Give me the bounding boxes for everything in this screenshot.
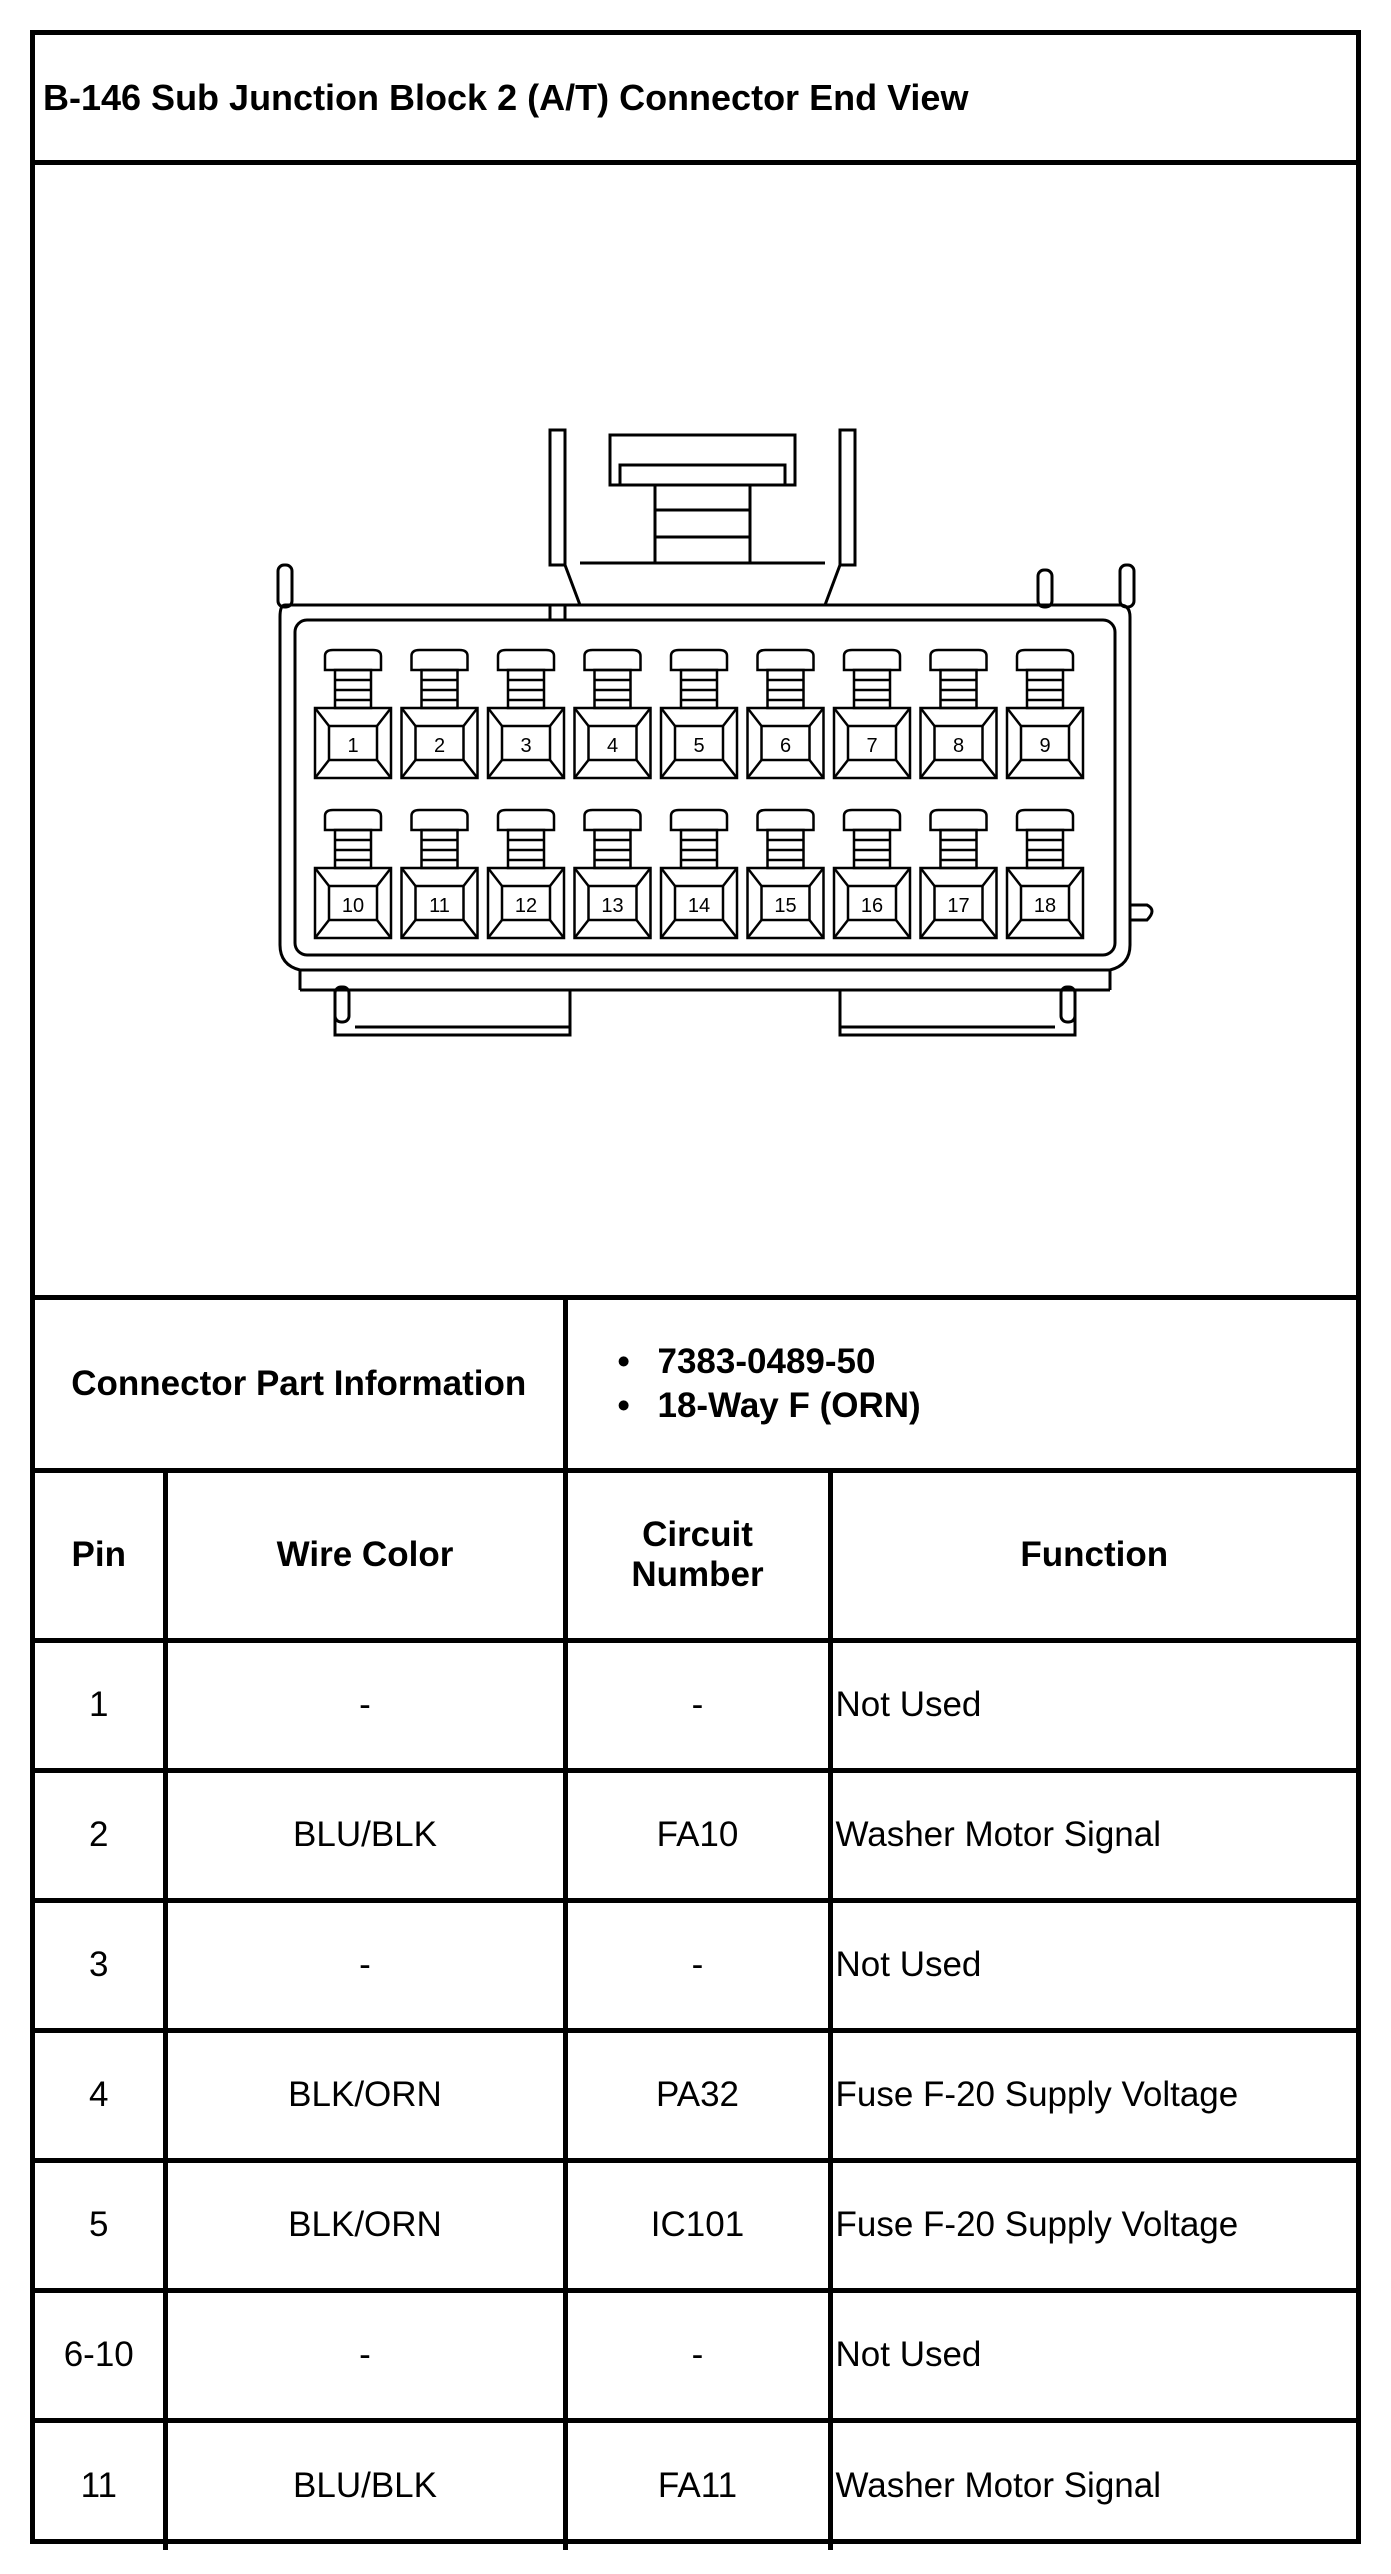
header-pin: Pin (35, 1470, 165, 1640)
wire-color-cell: BLU/BLK (165, 2420, 565, 2550)
table-header-row (35, 1470, 1356, 1640)
cavity-number-label: 16 (860, 895, 884, 917)
cavity-number-label: 4 (606, 735, 619, 757)
connector-end-view-diagram (35, 165, 1356, 1300)
pin-cell: 11 (35, 2420, 165, 2550)
function-cell: Fuse F-20 Supply Voltage (830, 2030, 1356, 2160)
cavity-number-label: 17 (947, 895, 970, 917)
circuit-cell: FA10 (565, 1770, 830, 1900)
terminal-cavity (575, 650, 651, 778)
function-cell: Not Used (830, 2290, 1356, 2420)
terminal-cavity (748, 810, 824, 938)
terminal-cavity (834, 650, 910, 778)
terminal-cavity (748, 650, 824, 778)
cavity-number-label: 8 (952, 735, 965, 757)
cavity-number-label: 13 (601, 895, 624, 917)
function-cell: Fuse F-20 Supply Voltage (830, 2160, 1356, 2290)
circuit-cell: IC101 (565, 2160, 830, 2290)
header-circuit-line2: Number (631, 1555, 764, 1594)
page-title: B-146 Sub Junction Block 2 (A/T) Connector End View (35, 35, 1356, 165)
connector-part-info-row (35, 1300, 1356, 1470)
function-cell: Not Used (830, 1900, 1356, 2030)
terminal-cavity (661, 810, 737, 938)
cavity-number-label: 7 (866, 735, 878, 757)
circuit-cell: - (565, 2290, 830, 2420)
header-circuit-line1: Circuit (642, 1515, 753, 1554)
pin-cell: 2 (35, 1770, 165, 1900)
table-row (35, 2290, 1356, 2420)
function-cell: Not Used (830, 1640, 1356, 1770)
cavity-number-label: 5 (693, 735, 705, 757)
connector-diagram-panel (35, 165, 1356, 1300)
terminal-cavity (402, 810, 478, 938)
terminal-cavity (488, 650, 564, 778)
pin-cell: 4 (35, 2030, 165, 2160)
circuit-cell: PA32 (565, 2030, 830, 2160)
cavity-number-label: 15 (774, 895, 797, 917)
connector-description: • 18-Way F (ORN) (658, 1384, 1357, 1428)
table-row (35, 1770, 1356, 1900)
header-wire-color: Wire Color (165, 1470, 565, 1640)
cavity-number-label: 6 (779, 735, 792, 757)
pinout-table (35, 1300, 1356, 2550)
terminal-cavity (1007, 650, 1083, 778)
connector-sheet (30, 30, 1361, 2544)
part-number: • 7383-0489-50 (658, 1340, 1357, 1384)
table-row (35, 2160, 1356, 2290)
connector-part-info-values (565, 1300, 1356, 1470)
pin-cell: 1 (35, 1640, 165, 1770)
circuit-cell: - (565, 1640, 830, 1770)
cavity-number-label: 3 (520, 735, 532, 757)
cavity-number-label: 11 (429, 895, 450, 917)
table-row (35, 2420, 1356, 2550)
cavity-number-label: 12 (514, 895, 538, 917)
function-cell: Washer Motor Signal (830, 2420, 1356, 2550)
wire-color-cell: - (165, 2290, 565, 2420)
wire-color-cell: BLK/ORN (165, 2160, 565, 2290)
cavity-number-label: 1 (347, 735, 359, 757)
terminal-cavity (488, 810, 564, 938)
wire-color-cell: BLU/BLK (165, 1770, 565, 1900)
pin-cell: 3 (35, 1900, 165, 2030)
cavity-number-label: 2 (433, 735, 446, 757)
wire-color-cell: - (165, 1640, 565, 1770)
terminal-cavity (315, 650, 391, 778)
circuit-cell: - (565, 1900, 830, 2030)
circuit-cell: FA11 (565, 2420, 830, 2550)
connector-part-info-label: Connector Part Information (35, 1300, 565, 1470)
wire-color-cell: BLK/ORN (165, 2030, 565, 2160)
pin-cell: 5 (35, 2160, 165, 2290)
terminal-cavity (575, 810, 651, 938)
cavity-number-label: 18 (1033, 895, 1057, 917)
terminal-cavity (834, 810, 910, 938)
header-function: Function (830, 1470, 1356, 1640)
cavity-number-label: 9 (1039, 735, 1051, 757)
table-row (35, 1640, 1356, 1770)
wire-color-cell: - (165, 1900, 565, 2030)
table-row (35, 2030, 1356, 2160)
terminal-cavity (921, 650, 997, 778)
cavity-number-label: 14 (687, 895, 711, 917)
pin-cell: 6-10 (35, 2290, 165, 2420)
terminal-cavity (661, 650, 737, 778)
header-circuit-number (565, 1470, 830, 1640)
function-cell: Washer Motor Signal (830, 1770, 1356, 1900)
terminal-cavity (315, 810, 391, 938)
terminal-cavity (921, 810, 997, 938)
terminal-cavity (402, 650, 478, 778)
cavity-number-label: 10 (341, 895, 365, 917)
table-row (35, 1900, 1356, 2030)
terminal-cavity (1007, 810, 1083, 938)
